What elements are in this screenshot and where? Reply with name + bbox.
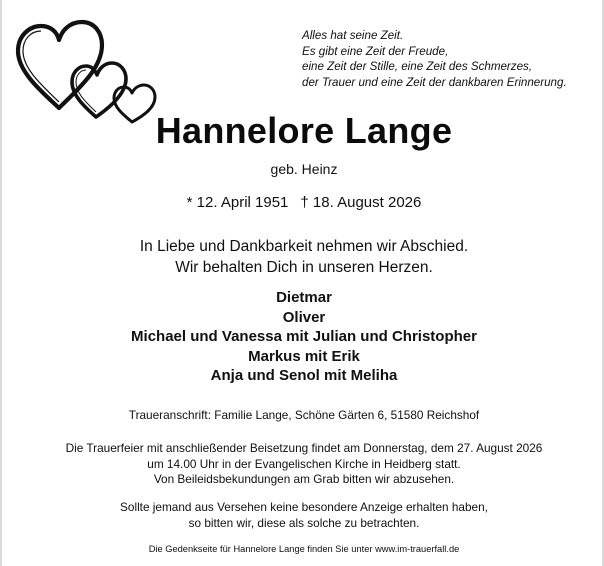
mourner-entry: Oliver <box>282 308 326 326</box>
maiden-name: geb. Heinz <box>270 161 338 177</box>
farewell-line: Wir behalten Dich in unseren Herzen. <box>175 259 433 276</box>
mourner-entry: Michael und Vanessa mit Julian und Christopher <box>131 328 477 345</box>
farewell-line: In Liebe und Dankbarkeit nehmen wir Abschied. <box>139 238 469 255</box>
poem-line: Es gibt eine Zeit der Freude, <box>302 44 449 58</box>
notice-line: Sollte jemand aus Versehen keine besondere Anzeige erhalten haben, <box>120 500 488 514</box>
mourner-entry: Dietmar <box>276 289 332 306</box>
mourning-address: Traueranschrift: Familie Lange, Schöne Gärten 6, 51580 Reichshof <box>128 408 480 422</box>
ceremony-line: Die Trauerfeier mit anschließender Beisetzung findet am Donnerstag, dem 27. August 2026 <box>65 441 543 455</box>
life-dates <box>2 194 604 211</box>
ceremony-line: Von Beileidsbekundungen am Grab bitten wir abzusehen. <box>153 472 455 486</box>
farewell-text <box>2 236 604 278</box>
deceased-name: Hannelore Lange <box>155 110 453 151</box>
ceremony-details <box>2 441 604 488</box>
mourner-entry: Markus mit Erik <box>248 347 360 365</box>
poem-line: Alles hat seine Zeit. <box>302 29 404 42</box>
poem-line: eine Zeit der Stille, eine Zeit des Schmerzes, <box>302 60 533 73</box>
poem-line: der Trauer und eine Zeit der dankbaren Erinnerung. <box>302 75 567 89</box>
notice-text <box>2 500 604 531</box>
ceremony-line: um 14.00 Uhr in der Evangelischen Kirche in Heidberg statt. <box>147 456 461 471</box>
poem <box>302 28 602 90</box>
birth-date: * 12. April 1951 <box>186 194 289 211</box>
death-date: † 18. August 2026 <box>300 194 422 211</box>
mourner-entry: Anja und Senol mit Meliha <box>210 367 398 384</box>
notice-line: so bitten wir, diese als solche zu betrachten. <box>188 515 420 530</box>
memorial-page-footer: Die Gedenkseite für Hannelore Lange finden Sie unter www.im-trauerfall.de <box>148 544 460 554</box>
mourners-list <box>2 288 604 386</box>
